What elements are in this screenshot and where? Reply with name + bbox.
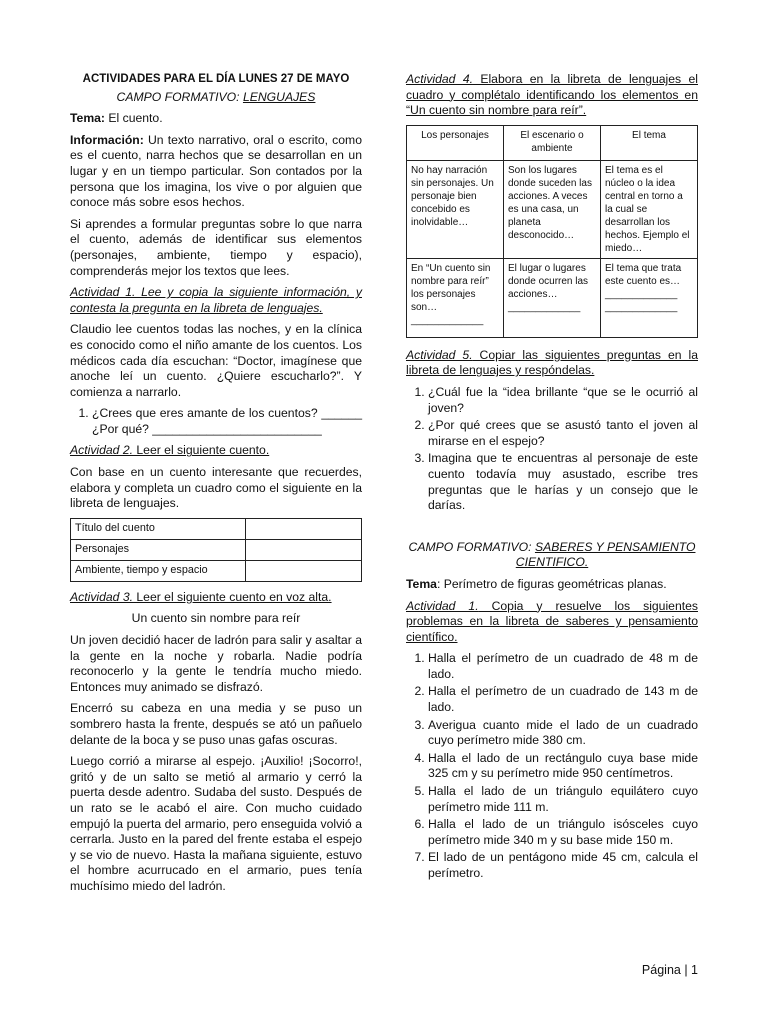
list-item: 5. Halla el lado de un triángulo equilátero cuyo perímetro mide 111 m. (428, 784, 698, 815)
actividad-1-instruction: Actividad 1. Lee y copia la siguiente información, y contesta la pregunta en la libreta de lenguajes. (70, 285, 362, 315)
table-row: Los personajes El escenario o ambiente El tema (407, 125, 698, 160)
table-row: Título del cuento (71, 518, 362, 539)
table-row: Personajes (71, 539, 362, 560)
actividad-5-questions (406, 385, 698, 514)
actividad-2-body: Con base en un cuento interesante que recuerdes, elabora y completa un cuadro como el siguiente en la libreta de lenguajes. (70, 465, 362, 511)
campo-formativo-lenguajes: CAMPO FORMATIVO: LENGUAJES (116, 89, 316, 104)
story-elements-table (406, 125, 698, 338)
right-column (406, 72, 698, 888)
list-item: 3. Imagina que te encuentras al personaje de este cuento todavía muy asustado, escribe tres preguntas que le harías y un consejo que le darías. (428, 451, 698, 513)
list-item: 4. Halla el lado de un rectángulo cuya base mide 325 cm y su perímetro mide 950 centímetros. (428, 751, 698, 782)
campo-formativo-saberes: CAMPO FORMATIVO: SABERES Y PENSAMIENTO CIENTIFICO. (408, 539, 696, 570)
actividad-4-instruction: Actividad 4. Elabora en la libreta de lenguajes el cuadro y complétalo identificando los elementos en “Un cuento sin nombre para reír”. (406, 72, 698, 118)
claudio-paragraph: Claudio lee cuentos todas las noches, y en la clínica es conocido como el niño amante de los cuentos. Los médicos cada día escuchan: “Doctor, imagínese que anoche leí un cuento. ¿Quiere escucharlo?”. Y comienza a narrarlo. (70, 322, 362, 399)
list-item: 6. Halla el lado de un triángulo isósceles cuyo perímetro mide 340 m y su base mide 150 m. (428, 817, 698, 848)
list-item: 7. El lado de un pentágono mide 45 cm, calcula el perímetro. (428, 850, 698, 881)
left-column (70, 72, 362, 901)
tema-2-line: Tema: Perímetro de figuras geométricas planas. (406, 576, 667, 591)
preguntas-paragraph: Si aprendes a formular preguntas sobre lo que narra el cuento, además de identificar sus elementos (personajes, ambiente, tiempo y espacio), comprenderás mejor los textos que lees. (70, 216, 362, 278)
question-item: 1. ¿Crees que eres amante de los cuentos? ______ ¿Por qué? _________________________ (92, 406, 362, 437)
story-paragraph: Un joven decidió hacer de ladrón para salir y asaltar a la gente en la noche y robarla. Nadie podría reconocerlo y la gente le tendría mucho miedo. Entonces muy animado se disfrazó. (70, 633, 362, 694)
story-paragraph: Luego corrió a mirarse al espejo. ¡Auxilio! ¡Socorro!, gritó y de un salto se metió al armario y cerró la puerta desde adentro. Sudaba del susto. Después de un rato se le acabó el aire. Con mucho cuidado empujó la puerta del armario, pero enseguida volvió a cerrarla. Justo en la pared del frente estaba el espejo y se vio de nuevo. Hasta la mañana siguiente, estuvo el hombre acurrucado en el armario, pues tenía muchísimo miedo del ladrón. (70, 754, 362, 893)
story-paragraph: Encerró su cabeza en una media y se puso un sombrero hasta la frente, después se ató un pañuelo delante de la boca y se puso unas gafas oscuras. (70, 701, 362, 747)
problem-list (406, 651, 698, 881)
story-title: Un cuento sin nombre para reír (131, 611, 301, 626)
list-item: 3. Averigua cuanto mide el lado de un cuadrado cuyo perímetro mide 380 cm. (428, 718, 698, 749)
actividad-2-instruction: Actividad 2. Leer el siguiente cuento. (70, 443, 270, 458)
tema-line: Tema: El cuento. (70, 111, 163, 126)
actividad-1b-instruction: Actividad 1. Copia y resuelve los siguientes problemas en la libreta de saberes y pensamiento científico. (406, 598, 698, 644)
list-item: 1. Halla el perímetro de un cuadrado de 48 m de lado. (428, 651, 698, 682)
story-summary-table (70, 518, 362, 582)
actividad-3-instruction: Actividad 3. Leer el siguiente cuento en voz alta. (70, 589, 332, 604)
table-row: Ambiente, tiempo y espacio (71, 560, 362, 581)
informacion-paragraph: Información: Un texto narrativo, oral o escrito, como es el cuento, narra hechos que se desarrollan en un lugar y en un tiempo particular. Son contados por la persona que los imagina, los vive o por alguien que conoce más sobre esos hechos. (70, 132, 362, 210)
actividad-5-instruction: Actividad 5. Copiar las siguientes preguntas en la libreta de lenguajes y respóndelas. (406, 347, 698, 378)
list-item: 2. ¿Por qué crees que se asustó tanto el joven al mirarse en el espejo? (428, 418, 698, 449)
page-heading: ACTIVIDADES PARA EL DÍA LUNES 27 DE MAYO (82, 73, 350, 85)
table-row: En “Un cuento sin nombre para reír” los personajes son… _____________ El lugar o lugares donde ocurren las acciones… _____________ El tema que trata este cuento es… _____________ _____________ (407, 258, 698, 337)
question-list (70, 406, 362, 437)
list-item: 2. Halla el perímetro de un cuadrado de 143 m de lado. (428, 684, 698, 715)
list-item: 1. ¿Cuál fue la “idea brillante “que se le ocurrió al joven? (428, 385, 698, 416)
table-row: No hay narración sin personajes. Un personaje bien concebido es inolvidable… Son los lugares donde suceden las acciones. A veces es una casa, un planeta desconocido… El tema es el núcleo o la idea central en torno a la cual se desarrollan los hechos. Ejemplo el miedo… (407, 160, 698, 258)
page-number: Página | 1 (641, 963, 698, 977)
